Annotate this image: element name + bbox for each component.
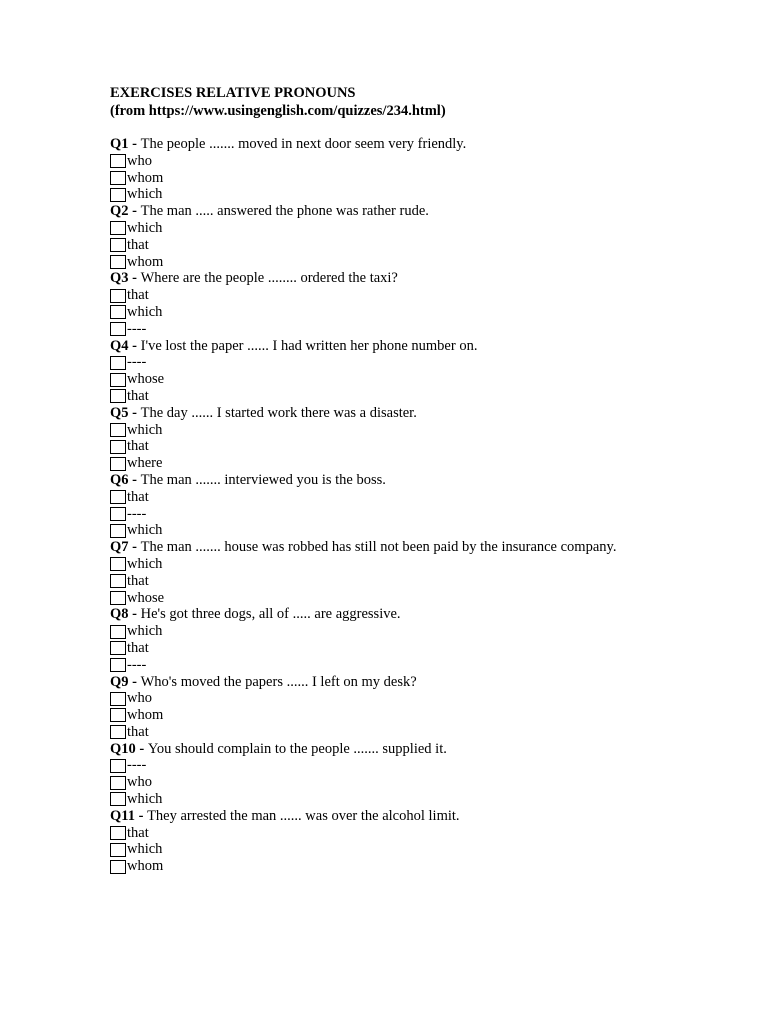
answer-option-label: whose — [127, 371, 165, 388]
answer-checkbox[interactable] — [110, 389, 126, 403]
answer-option-label: ---- — [127, 505, 147, 522]
question-prompt: The people ....... moved in next door seem very friendly. — [140, 136, 467, 152]
question-separator: - — [134, 807, 148, 824]
answer-option-label: which — [127, 186, 163, 203]
question-number: Q4 — [110, 337, 129, 354]
question-prompt: He's got three dogs, all of ..... are aggressive. — [140, 606, 401, 623]
question-list — [110, 136, 710, 875]
answer-checkbox[interactable] — [110, 423, 126, 437]
question-number: Q7 — [110, 539, 129, 556]
answer-option[interactable] — [110, 438, 710, 455]
question-separator: - — [128, 404, 141, 421]
question-text — [110, 808, 710, 825]
answer-option[interactable] — [110, 287, 710, 304]
answer-option-label: that — [127, 438, 149, 455]
question-separator: - — [128, 673, 141, 690]
answer-option-label: whom — [127, 858, 164, 875]
answer-option[interactable] — [110, 590, 710, 607]
question-number: Q10 — [110, 740, 136, 757]
answer-option-label: whom — [127, 253, 164, 270]
answer-option-label: that — [127, 639, 149, 656]
answer-checkbox[interactable] — [110, 373, 126, 387]
answer-option-label: that — [127, 723, 149, 740]
answer-option-label: which — [127, 841, 163, 858]
question-separator: - — [128, 203, 141, 220]
worksheet-page — [110, 84, 710, 875]
question-prompt: I've lost the paper ...... I had written her phone number on. — [140, 337, 478, 354]
question-text — [110, 741, 710, 758]
question-number: Q5 — [110, 404, 129, 421]
answer-option[interactable] — [110, 707, 710, 724]
question-separator: - — [128, 539, 141, 556]
answer-option[interactable] — [110, 371, 710, 388]
question-prompt: The man ....... interviewed you is the boss. — [140, 471, 386, 488]
question-prompt: The man ....... house was robbed has still not been paid by the insurance company. — [140, 539, 617, 556]
answer-option-label: that — [127, 236, 149, 253]
answer-checkbox[interactable] — [110, 289, 126, 303]
answer-option[interactable] — [110, 153, 710, 170]
document-title: EXERCISES RELATIVE PRONOUNS — [110, 85, 356, 101]
answer-checkbox[interactable] — [110, 305, 126, 319]
question-separator: - — [128, 270, 141, 287]
question-separator: - — [128, 337, 141, 354]
answer-option-label: that — [127, 287, 149, 304]
question-text — [110, 606, 710, 623]
question-text — [110, 674, 710, 691]
question-number: Q1 — [110, 136, 129, 152]
answer-option-label: ---- — [127, 320, 147, 337]
answer-checkbox[interactable] — [110, 255, 126, 269]
answer-checkbox[interactable] — [110, 759, 126, 773]
answer-option[interactable] — [110, 825, 710, 842]
answer-option[interactable] — [110, 304, 710, 321]
question-prompt: You should complain to the people ....... supplied it. — [147, 740, 447, 757]
answer-checkbox[interactable] — [110, 457, 126, 471]
question-text — [110, 338, 710, 355]
question-text — [110, 539, 710, 556]
answer-option-label: that — [127, 824, 149, 841]
answer-checkbox[interactable] — [110, 843, 126, 857]
answer-option-label: which — [127, 623, 163, 640]
answer-option-label: who — [127, 152, 152, 169]
answer-checkbox[interactable] — [110, 322, 126, 336]
question-text — [110, 405, 710, 422]
answer-option[interactable] — [110, 757, 710, 774]
answer-checkbox[interactable] — [110, 490, 126, 504]
answer-checkbox[interactable] — [110, 658, 126, 672]
answer-checkbox[interactable] — [110, 625, 126, 639]
answer-option[interactable] — [110, 774, 710, 791]
answer-option-label: where — [127, 455, 163, 472]
answer-option[interactable] — [110, 690, 710, 707]
question-prompt: The man ..... answered the phone was rather rude. — [140, 203, 429, 220]
answer-option[interactable] — [110, 220, 710, 237]
answer-option[interactable] — [110, 623, 710, 640]
question-number: Q6 — [110, 471, 129, 488]
answer-option[interactable] — [110, 354, 710, 371]
answer-checkbox[interactable] — [110, 557, 126, 571]
question-prompt: They arrested the man ...... was over the alcohol limit. — [147, 807, 460, 824]
answer-option-label: which — [127, 219, 163, 236]
question-prompt: The day ...... I started work there was a disaster. — [140, 404, 417, 421]
answer-option-label: whom — [127, 169, 164, 186]
answer-checkbox[interactable] — [110, 238, 126, 252]
answer-option-label: who — [127, 774, 152, 791]
answer-checkbox[interactable] — [110, 776, 126, 790]
question-prompt: Where are the people ........ ordered the taxi? — [140, 270, 398, 287]
answer-checkbox[interactable] — [110, 826, 126, 840]
answer-option[interactable] — [110, 791, 710, 808]
question-number: Q2 — [110, 203, 129, 220]
document-source: (from https://www.usingenglish.com/quizzes/234.html) — [110, 103, 446, 119]
answer-checkbox[interactable] — [110, 792, 126, 806]
answer-option-label: ---- — [127, 656, 147, 673]
question-number: Q9 — [110, 673, 129, 690]
answer-option[interactable] — [110, 724, 710, 741]
answer-option[interactable] — [110, 237, 710, 254]
answer-option[interactable] — [110, 170, 710, 187]
question-text — [110, 203, 710, 220]
answer-option-label: whose — [127, 589, 165, 606]
answer-checkbox[interactable] — [110, 641, 126, 655]
answer-checkbox[interactable] — [110, 708, 126, 722]
answer-option[interactable] — [110, 254, 710, 271]
question-text — [110, 136, 710, 153]
answer-checkbox[interactable] — [110, 440, 126, 454]
answer-checkbox[interactable] — [110, 591, 126, 605]
answer-option[interactable] — [110, 556, 710, 573]
answer-option-label: that — [127, 488, 149, 505]
question-number: Q8 — [110, 606, 129, 623]
question-number: Q11 — [110, 807, 135, 824]
answer-checkbox[interactable] — [110, 356, 126, 370]
answer-option[interactable] — [110, 489, 710, 506]
answer-option-label: which — [127, 421, 163, 438]
answer-checkbox[interactable] — [110, 154, 126, 168]
answer-option-label: ---- — [127, 757, 147, 774]
answer-option-label: which — [127, 303, 163, 320]
question-number: Q3 — [110, 270, 129, 287]
answer-option[interactable] — [110, 321, 710, 338]
answer-checkbox[interactable] — [110, 221, 126, 235]
answer-option[interactable] — [110, 573, 710, 590]
answer-option-label: who — [127, 690, 152, 707]
answer-checkbox[interactable] — [110, 860, 126, 874]
answer-checkbox[interactable] — [110, 171, 126, 185]
answer-option[interactable] — [110, 657, 710, 674]
question-separator: - — [128, 136, 141, 152]
answer-option[interactable] — [110, 640, 710, 657]
answer-option-label: which — [127, 522, 163, 539]
answer-checkbox[interactable] — [110, 725, 126, 739]
question-separator: - — [128, 471, 141, 488]
answer-option[interactable] — [110, 455, 710, 472]
answer-option[interactable] — [110, 422, 710, 439]
question-prompt: Who's moved the papers ...... I left on my desk? — [140, 673, 417, 690]
answer-checkbox[interactable] — [110, 524, 126, 538]
answer-option[interactable] — [110, 858, 710, 875]
question-text — [110, 472, 710, 489]
answer-option-label: that — [127, 387, 149, 404]
answer-option[interactable] — [110, 388, 710, 405]
answer-option-label: ---- — [127, 354, 147, 371]
question-separator: - — [128, 606, 141, 623]
answer-option-label: which — [127, 791, 163, 808]
answer-checkbox[interactable] — [110, 507, 126, 521]
answer-checkbox[interactable] — [110, 188, 126, 202]
answer-checkbox[interactable] — [110, 574, 126, 588]
answer-option-label: which — [127, 555, 163, 572]
question-separator: - — [135, 740, 148, 757]
answer-checkbox[interactable] — [110, 692, 126, 706]
question-text — [110, 270, 710, 287]
answer-option-label: that — [127, 572, 149, 589]
answer-option[interactable] — [110, 522, 710, 539]
answer-option[interactable] — [110, 506, 710, 523]
answer-option[interactable] — [110, 186, 710, 203]
answer-option[interactable] — [110, 841, 710, 858]
answer-option-label: whom — [127, 707, 164, 724]
